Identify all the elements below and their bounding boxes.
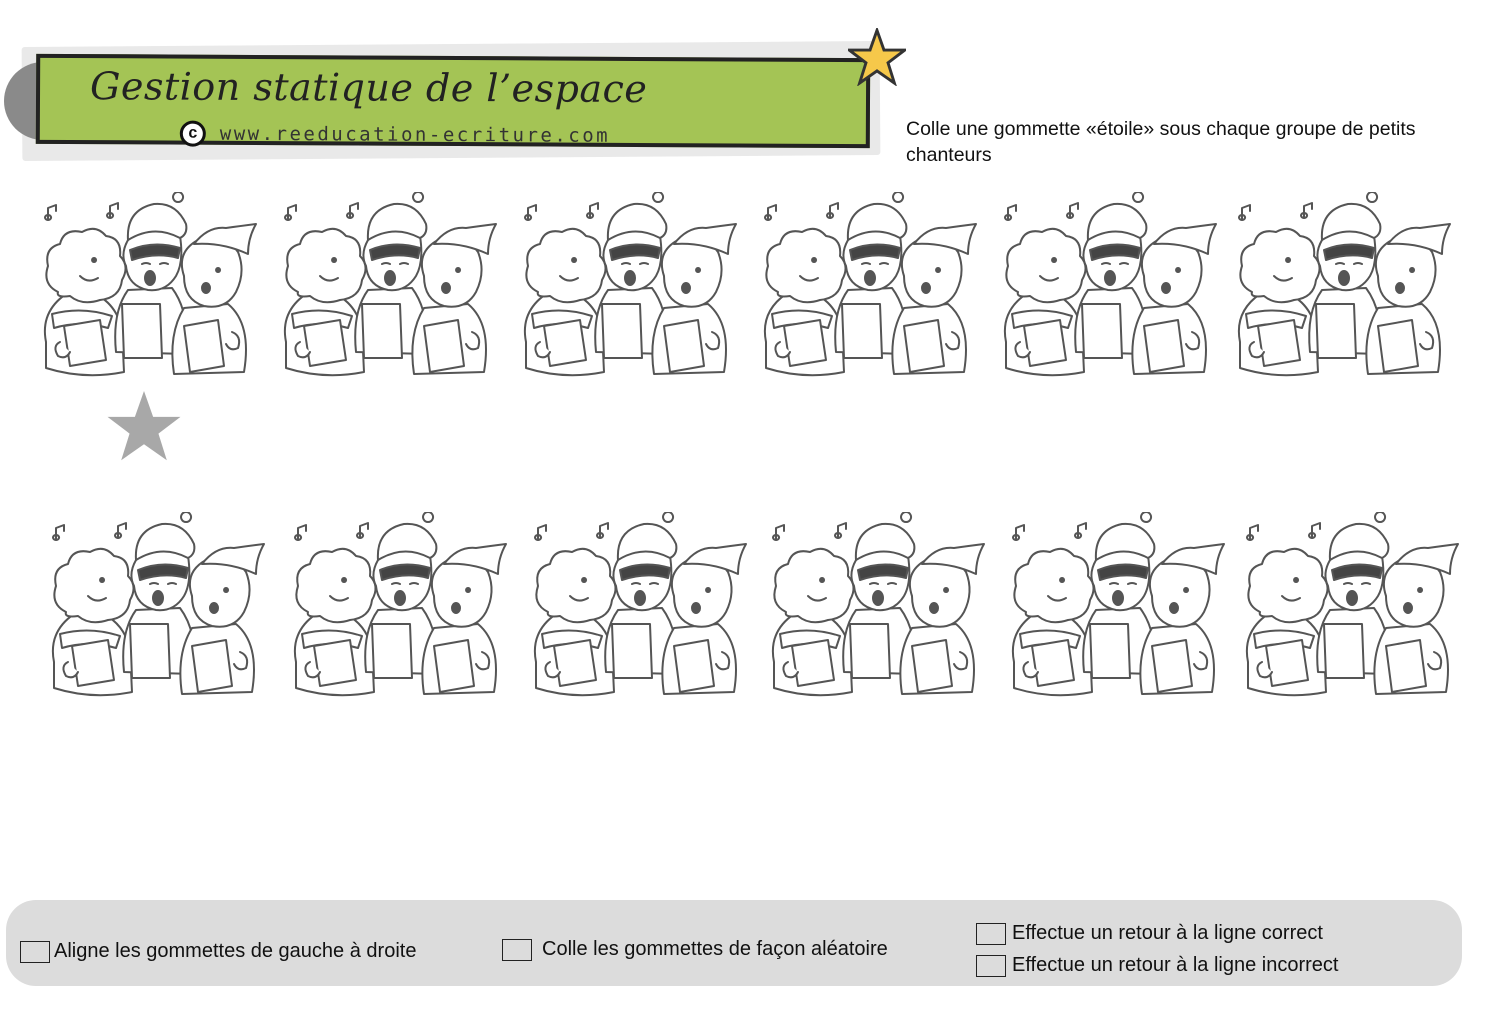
singer-group-icon	[1232, 192, 1452, 382]
eval-checkbox[interactable]	[976, 955, 1006, 977]
singer-group-icon	[278, 192, 498, 382]
singer-group-icon	[518, 192, 738, 382]
eval-checkbox[interactable]	[20, 941, 50, 963]
singer-group-icon	[46, 512, 266, 702]
instruction-text: Colle une gommette «étoile» sous chaque groupe de petits chanteurs	[906, 118, 1416, 166]
eval-label: Effectue un retour à la ligne incorrect	[1012, 954, 1339, 976]
copyright-icon: c	[180, 121, 206, 147]
singer-group-icon	[288, 512, 508, 702]
eval-label: Effectue un retour à la ligne correct	[1012, 922, 1323, 944]
singer-group-icon	[998, 192, 1218, 382]
eval-item-left-to-right[interactable]	[20, 940, 416, 963]
title-banner	[36, 54, 870, 148]
singer-group-icon	[1006, 512, 1226, 702]
grey-star-sticker-icon	[106, 388, 182, 464]
page-title: Gestion statique de l’espace	[89, 64, 648, 112]
website-url: www.reeducation-ecriture.com	[219, 122, 611, 147]
eval-checkbox[interactable]	[976, 923, 1006, 945]
eval-checkbox[interactable]	[502, 939, 532, 961]
singer-group-icon	[766, 512, 986, 702]
eval-label: Colle les gommettes de façon aléatoire	[542, 938, 888, 960]
eval-item-random[interactable]	[502, 938, 888, 961]
singer-group-icon	[38, 192, 258, 382]
eval-item-line-break-correct[interactable]	[976, 922, 1323, 945]
singer-group-icon	[1240, 512, 1460, 702]
eval-label: Aligne les gommettes de gauche à droite	[54, 940, 417, 962]
website-credit	[180, 121, 610, 149]
singer-group-icon	[528, 512, 748, 702]
singer-group-icon	[758, 192, 978, 382]
gold-star-icon	[848, 28, 906, 86]
eval-item-line-break-incorrect[interactable]	[976, 954, 1338, 977]
